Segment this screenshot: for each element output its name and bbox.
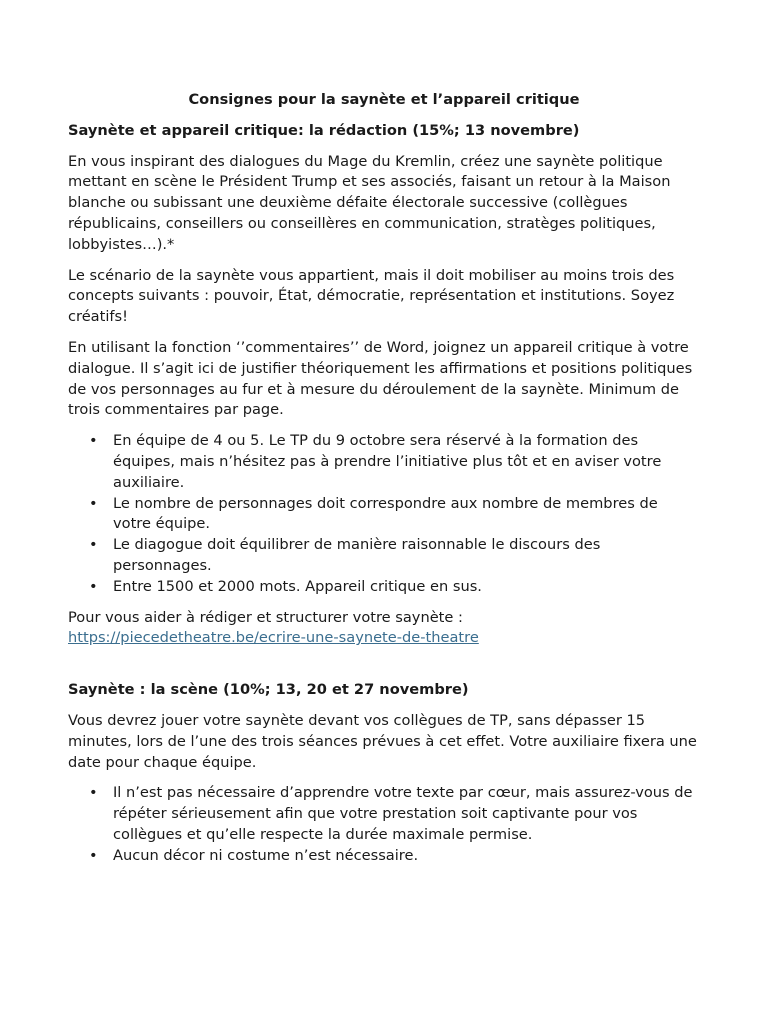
list-item (68, 431, 700, 493)
document-title: Consignes pour la saynète et l’appareil critique (188, 91, 580, 108)
document-page (68, 90, 700, 877)
bullet-icon: • (89, 432, 98, 450)
list-item-text: Entre 1500 et 2000 mots. Appareil critique en sus. (113, 577, 482, 595)
bullet-icon: • (89, 494, 98, 512)
paragraph-appareil-critique: En utilisant la fonction ‘’commentaires’’ de Word, joignez un appareil critique à votre dialogue. Il s’agit ici de justifier théoriquement les affirmations et positions politiques de vos personnages au fur et à mesure du déroulement de la saynète. Minimum de trois commentaires par page. (68, 338, 693, 419)
spacer (68, 649, 700, 680)
paragraph-scenario: Le scénario de la saynète vous appartient, mais il doit mobiliser au moins trois des concepts suivants : pouvoir, État, démocratie, représentation et institutions. Soyez créatifs! (68, 266, 675, 326)
help-link[interactable]: https://piecedetheatre.be/ecrire-une-saynete-de-theatre (68, 629, 479, 647)
list-item (68, 535, 700, 577)
bullet-icon: • (89, 784, 98, 802)
bullet-icon: • (89, 846, 98, 864)
list-item-text: Aucun décor ni costume n’est nécessaire. (113, 846, 419, 864)
bullet-list-redaction (68, 431, 700, 597)
paragraph-scene: Vous devrez jouer votre saynète devant vos collègues de TP, sans dépasser 15 minutes, lors de l’une des trois séances prévues à cet effet. Votre auxiliaire fixera une date pour chaque équipe. (68, 711, 697, 771)
list-item (68, 577, 700, 598)
bullet-icon: • (89, 536, 98, 554)
section-heading-scene: Saynète : la scène (10%; 13, 20 et 27 novembre) (68, 681, 469, 699)
paragraph-intro: En vous inspirant des dialogues du Mage du Kremlin, créez une saynète politique mettant en scène le Président Trump et ses associés, faisant un retour à la Maison blanche ou subissant une deuxième défaite électorale successive (collègues républicains, conseillers ou conseillères en communication, stratèges politiques, lobbyistes…).* (68, 152, 671, 253)
help-text: Pour vous aider à rédiger et structurer votre saynète : (68, 608, 463, 626)
list-item (68, 846, 700, 867)
list-item-text: Le nombre de personnages doit correspondre aux nombre de membres de votre équipe. (113, 494, 658, 533)
bullet-list-scene (68, 783, 700, 866)
bullet-icon: • (89, 577, 98, 595)
help-paragraph (68, 608, 700, 650)
list-item (68, 494, 700, 536)
list-item-text: Le diagogue doit équilibrer de manière raisonnable le discours des personnages. (113, 536, 601, 574)
section-heading-redaction: Saynète et appareil critique: la rédaction (15%; 13 novembre) (68, 121, 580, 139)
list-item-text: Il n’est pas nécessaire d’apprendre votre texte par cœur, mais assurez-vous de répéter sérieusement afin que votre prestation soit captivante pour vos collègues et qu’elle respecte la durée maximale permise. (113, 784, 693, 843)
list-item (68, 783, 700, 845)
list-item-text: En équipe de 4 ou 5. Le TP du 9 octobre sera réservé à la formation des équipes, mais n’hésitez pas à prendre l’initiative plus tôt et en aviser votre auxiliaire. (113, 432, 662, 491)
